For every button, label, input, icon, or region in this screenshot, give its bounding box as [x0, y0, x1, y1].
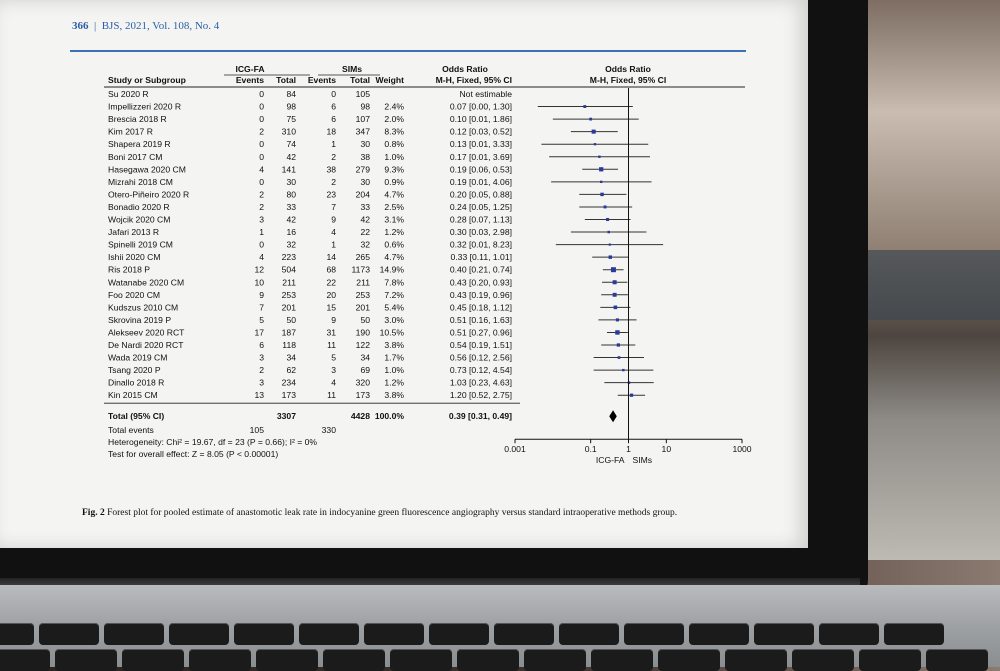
ci-value: 0.28 [0.07, 1.13] — [449, 214, 512, 225]
weight-value: 1.7% — [384, 352, 404, 363]
events1-value: 2 — [259, 126, 264, 137]
total1-value: 33 — [286, 201, 296, 212]
background-band — [860, 250, 1000, 320]
events1-value: 3 — [259, 352, 264, 363]
total1-value: 141 — [281, 164, 296, 175]
total2-value: 204 — [355, 189, 370, 200]
weight-value: 4.7% — [384, 252, 404, 263]
ci-value: 1.03 [0.23, 4.63] — [449, 377, 512, 388]
key — [0, 623, 34, 645]
events1-value: 7 — [259, 302, 264, 313]
events2-value: 7 — [331, 201, 336, 212]
point-estimate — [604, 205, 607, 208]
weight-value: 5.4% — [384, 302, 404, 313]
total1-value: 34 — [286, 352, 296, 363]
key — [169, 623, 229, 645]
events2-value: 4 — [331, 377, 336, 388]
point-estimate — [616, 318, 619, 321]
point-estimate — [618, 356, 621, 359]
ci-value: 0.51 [0.27, 0.96] — [449, 327, 512, 338]
key — [104, 623, 164, 645]
ci-value: 0.51 [0.16, 1.63] — [449, 314, 512, 325]
key — [256, 649, 318, 671]
point-estimate — [583, 105, 586, 108]
events2-value: 9 — [331, 214, 336, 225]
key — [754, 623, 814, 645]
events2-value: 6 — [331, 101, 336, 112]
weight-value: 1.2% — [384, 227, 404, 238]
weight-value: 0.6% — [384, 239, 404, 250]
study-name: Mizrahi 2018 CM — [108, 176, 173, 187]
ci-value: 0.10 [0.01, 1.86] — [449, 114, 512, 125]
events1-value: 10 — [254, 277, 264, 288]
ci-value: 0.56 [0.12, 2.56] — [449, 352, 512, 363]
study-name: Ris 2018 P — [108, 264, 151, 275]
point-estimate — [592, 130, 596, 134]
key — [323, 649, 385, 671]
events1-value: 6 — [259, 340, 264, 350]
weight-value: 9.3% — [384, 164, 404, 175]
total1-header: Total — [276, 75, 296, 85]
study-name: Brescia 2018 R — [108, 114, 167, 125]
events2-value: 68 — [326, 264, 336, 275]
study-name: Kim 2017 R — [108, 126, 153, 137]
study-name: Watanabe 2020 CM — [108, 277, 185, 288]
weight-value: 3.8% — [384, 340, 404, 350]
events2-value: 3 — [331, 365, 336, 376]
events2-value: 31 — [326, 327, 336, 338]
total2-value: 33 — [360, 201, 370, 212]
total2-value: 190 — [355, 327, 370, 338]
key — [122, 649, 184, 671]
x-tick-label: 10 — [661, 444, 672, 455]
study-name: Bonadio 2020 R — [108, 201, 170, 212]
events1-value: 0 — [259, 239, 264, 250]
total2-header: Total — [350, 75, 370, 85]
header-separator: | — [91, 20, 99, 32]
point-estimate — [607, 231, 609, 233]
pooled-estimate-diamond — [609, 410, 617, 422]
events2-value: 14 — [326, 252, 336, 263]
events1-value: 4 — [259, 252, 264, 263]
total2-value: 30 — [360, 139, 370, 150]
overall-effect-text: Test for overall effect: Z = 8.05 (P < 0.00001) — [108, 449, 279, 460]
weight-value: 3.8% — [384, 390, 404, 401]
key — [524, 649, 586, 671]
point-estimate — [614, 306, 618, 310]
ci-value: 0.73 [0.12, 4.54] — [449, 365, 512, 376]
ci-value: 0.30 [0.03, 2.98] — [449, 227, 512, 238]
events1-value: 0 — [259, 151, 264, 162]
weight-value: 7.8% — [384, 277, 404, 288]
events1-value: 12 — [254, 264, 264, 275]
point-estimate — [611, 267, 616, 272]
total2-value: 34 — [360, 352, 370, 363]
ci-value: 0.40 [0.21, 0.74] — [449, 264, 512, 275]
point-estimate — [600, 193, 603, 196]
weight-value: 1.0% — [384, 151, 404, 162]
total1-value: 253 — [281, 289, 296, 300]
total1-value: 80 — [286, 189, 296, 200]
odds-ratio-plot — [504, 64, 752, 465]
total2-value: 50 — [360, 314, 370, 325]
key — [819, 623, 879, 645]
key — [926, 649, 988, 671]
total1-value: 84 — [286, 89, 296, 99]
events1-value: 2 — [259, 189, 264, 200]
events2-header: Events — [307, 75, 336, 85]
total1-value: 211 — [282, 277, 296, 288]
x-tick-label: 1 — [626, 444, 631, 455]
study-name: Wada 2019 CM — [108, 352, 168, 363]
caption-text: Forest plot for pooled estimate of anastomotic leak rate in indocyanine green fluorescence angiography versus standard intraoperative methods group. — [107, 508, 678, 518]
ci-value: 0.33 [0.11, 1.01] — [450, 252, 512, 263]
total1-value: 62 — [286, 365, 296, 376]
total1-value: 50 — [286, 314, 296, 325]
events1-value: 0 — [259, 89, 264, 99]
total2-value: 105 — [355, 89, 370, 99]
events2-value: 6 — [331, 114, 336, 125]
total1-value: 32 — [286, 239, 296, 250]
key-row — [0, 623, 944, 645]
weight-value: 14.9% — [379, 264, 404, 275]
ci-value: 0.07 [0.00, 1.30] — [449, 101, 512, 112]
study-name: Dinallo 2018 R — [108, 377, 165, 388]
events2-value: 23 — [326, 189, 336, 200]
study-name: Su 2020 R — [108, 89, 149, 99]
study-name: Jafari 2013 R — [108, 227, 160, 238]
events1-value: 0 — [259, 176, 264, 187]
ci-value: 0.24 [0.05, 1.25] — [449, 201, 512, 212]
total2-value: 122 — [355, 340, 370, 350]
weight-value: 0.8% — [384, 139, 404, 150]
study-name: Boni 2017 CM — [108, 151, 163, 162]
weight-value: 2.5% — [384, 201, 404, 212]
weight-value: 4.7% — [384, 189, 404, 200]
point-estimate — [613, 280, 617, 284]
study-name: Spinelli 2019 CM — [108, 239, 173, 250]
study-header: Study or Subgroup — [108, 75, 186, 85]
events2-value: 5 — [331, 352, 336, 363]
key — [429, 623, 489, 645]
total2-value: 98 — [360, 101, 370, 112]
table-or-header: Odds Ratio — [442, 64, 488, 74]
ci-value: 0.43 [0.19, 0.96] — [449, 289, 512, 300]
weight-value: 0.9% — [384, 176, 404, 187]
figure-caption — [82, 507, 772, 520]
point-estimate — [606, 218, 609, 221]
events1-value: 1 — [259, 227, 264, 238]
events2-value: 2 — [331, 176, 336, 187]
plot-subtitle: M-H, Fixed, 95% CI — [589, 75, 667, 85]
events2-value: 4 — [331, 227, 336, 238]
keyboard-deck — [0, 585, 1000, 667]
key — [624, 623, 684, 645]
ci-value: 0.19 [0.01, 4.06] — [449, 176, 512, 187]
x-tick-label: 0.001 — [504, 444, 526, 455]
total-events2: 330 — [321, 425, 336, 436]
events1-value: 0 — [259, 139, 264, 150]
caption-label: Fig. 2 — [82, 508, 105, 518]
events2-value: 15 — [326, 302, 336, 313]
events1-value: 5 — [259, 314, 264, 325]
point-estimate — [615, 330, 619, 334]
ci-value: Not estimable — [459, 89, 512, 99]
study-name: Kin 2015 CM — [108, 390, 158, 401]
study-table — [104, 64, 745, 459]
events2-value: 2 — [331, 151, 336, 162]
key — [658, 649, 720, 671]
events1-value: 9 — [259, 289, 264, 300]
study-name: De Nardi 2020 RCT — [108, 340, 184, 350]
events1-value: 3 — [259, 377, 264, 388]
weight-value: 3.0% — [384, 314, 404, 325]
total1-value: 74 — [286, 139, 296, 150]
ci-value: 0.19 [0.06, 0.53] — [449, 164, 512, 175]
point-estimate — [594, 143, 596, 145]
weight-header: Weight — [375, 75, 404, 85]
x-tick-label: 0.1 — [584, 444, 597, 455]
total2-value: 107 — [355, 114, 370, 125]
study-name: Hasegawa 2020 CM — [108, 164, 186, 175]
weight-value: 7.2% — [384, 289, 404, 300]
group1-header: ICG-FA — [235, 64, 265, 74]
ci-value: 1.20 [0.52, 2.75] — [449, 390, 512, 401]
events2-value: 38 — [326, 164, 336, 175]
study-name: Impellizzeri 2020 R — [108, 101, 182, 112]
key — [591, 649, 653, 671]
total1-value: 187 — [281, 327, 296, 338]
events2-value: 0 — [331, 89, 336, 99]
total2-value: 22 — [360, 227, 370, 238]
events2-value: 1 — [331, 239, 336, 250]
key — [39, 623, 99, 645]
point-estimate — [613, 293, 617, 297]
total1-sum: 3307 — [276, 411, 296, 422]
events1-value: 2 — [259, 201, 264, 212]
total-label: Total (95% CI) — [108, 411, 165, 422]
key — [792, 649, 854, 671]
events2-value: 1 — [331, 139, 336, 150]
total2-value: 173 — [355, 390, 370, 401]
total2-value: 265 — [355, 252, 370, 263]
total1-value: 42 — [286, 214, 296, 225]
total-ci: 0.39 [0.31, 0.49] — [448, 411, 512, 422]
total1-value: 223 — [281, 252, 296, 263]
key — [689, 623, 749, 645]
events1-header: Events — [235, 75, 264, 85]
study-name: Ishii 2020 CM — [108, 252, 161, 263]
study-name: Tsang 2020 P — [108, 365, 161, 376]
events1-value: 17 — [254, 327, 264, 338]
ci-value: 0.17 [0.01, 3.69] — [449, 151, 512, 162]
total1-value: 504 — [281, 264, 296, 275]
weight-value: 1.0% — [384, 365, 404, 376]
weight-value: 8.3% — [384, 126, 404, 137]
total2-value: 1173 — [351, 264, 370, 275]
total1-value: 16 — [286, 227, 296, 238]
study-name: Wojcik 2020 CM — [108, 214, 171, 225]
total1-value: 30 — [286, 176, 296, 187]
events1-value: 2 — [259, 365, 264, 376]
heterogeneity-text: Heterogeneity: Chi² = 19.67, df = 23 (P = 0.66); I² = 0% — [108, 437, 318, 448]
key — [234, 623, 294, 645]
ci-value: 0.13 [0.01, 3.33] — [449, 139, 512, 150]
total-events-label: Total events — [108, 425, 154, 436]
events2-value: 11 — [327, 390, 336, 401]
total2-value: 42 — [360, 214, 370, 225]
favours-left: ICG-FA — [595, 455, 625, 466]
weight-value: 3.1% — [384, 214, 404, 225]
key-row — [0, 649, 988, 671]
key — [494, 623, 554, 645]
events1-value: 0 — [259, 101, 264, 112]
key — [189, 649, 251, 671]
study-name: Shapera 2019 R — [108, 139, 171, 150]
key — [55, 649, 117, 671]
key — [884, 623, 944, 645]
point-estimate — [617, 343, 620, 346]
total2-value: 32 — [360, 239, 370, 250]
total2-value: 279 — [355, 164, 370, 175]
ci-value: 0.43 [0.20, 0.93] — [449, 277, 512, 288]
journal-name: BJS, 2021, Vol. 108, No. 4 — [101, 20, 220, 32]
key — [457, 649, 519, 671]
events1-value: 13 — [254, 390, 264, 401]
total2-value: 201 — [355, 302, 370, 313]
plot-title: Odds Ratio — [605, 64, 651, 74]
total1-value: 173 — [281, 390, 296, 401]
events2-value: 18 — [326, 126, 336, 137]
key — [299, 623, 359, 645]
total2-value: 30 — [360, 176, 370, 187]
point-estimate — [630, 394, 633, 397]
study-name: Alekseev 2020 RCT — [108, 327, 185, 338]
weight-value: 10.5% — [379, 327, 404, 338]
weight-value: 1.2% — [384, 377, 404, 388]
total2-sum: 4428 — [350, 411, 370, 422]
point-estimate — [609, 255, 612, 258]
total1-value: 75 — [286, 114, 296, 125]
total1-value: 118 — [282, 340, 296, 350]
events2-value: 9 — [331, 314, 336, 325]
total2-value: 69 — [360, 365, 370, 376]
point-estimate — [589, 118, 592, 121]
group2-header: SIMs — [341, 64, 363, 74]
total-events1: 105 — [249, 425, 264, 436]
ci-value: 0.45 [0.18, 1.12] — [449, 302, 512, 313]
point-estimate — [599, 167, 603, 171]
key — [559, 623, 619, 645]
ci-value: 0.20 [0.05, 0.88] — [449, 189, 512, 200]
weight-value: 2.4% — [384, 101, 404, 112]
key — [390, 649, 452, 671]
point-estimate — [622, 369, 624, 371]
events1-value: 4 — [259, 164, 264, 175]
events1-value: 3 — [259, 214, 264, 225]
events1-value: 0 — [259, 114, 264, 125]
page-number: 366 — [72, 20, 89, 32]
study-name: Kudszus 2010 CM — [108, 302, 179, 313]
ci-value: 0.12 [0.03, 0.52] — [449, 126, 512, 137]
total2-value: 347 — [355, 126, 370, 137]
events2-value: 20 — [326, 289, 336, 300]
ci-value: 0.54 [0.19, 1.51] — [449, 340, 512, 350]
key — [859, 649, 921, 671]
total-weight: 100.0% — [374, 411, 404, 422]
total2-value: 320 — [355, 377, 370, 388]
point-estimate — [598, 156, 600, 158]
total1-value: 234 — [281, 377, 296, 388]
total2-value: 38 — [360, 151, 370, 162]
study-name: Skrovina 2019 P — [108, 314, 172, 325]
events2-value: 11 — [327, 340, 336, 350]
total1-value: 310 — [281, 126, 296, 137]
or-sub-header: M-H, Fixed, 95% CI — [435, 75, 512, 85]
point-estimate — [600, 181, 602, 183]
key — [364, 623, 424, 645]
point-estimate — [609, 244, 611, 246]
total2-value: 253 — [355, 289, 370, 300]
total2-value: 211 — [356, 277, 370, 288]
favours-right: SIMs — [632, 455, 653, 466]
total1-value: 201 — [281, 302, 296, 313]
key — [725, 649, 787, 671]
study-name: Otero-Piñeiro 2020 R — [108, 189, 190, 200]
total1-value: 42 — [286, 151, 296, 162]
events2-value: 22 — [326, 277, 336, 288]
ci-value: 0.32 [0.01, 8.23] — [449, 239, 512, 250]
weight-value: 2.0% — [384, 114, 404, 125]
total1-value: 98 — [286, 101, 296, 112]
x-tick-label: 1000 — [732, 444, 752, 455]
study-name: Foo 2020 CM — [108, 289, 161, 300]
key — [0, 649, 50, 671]
